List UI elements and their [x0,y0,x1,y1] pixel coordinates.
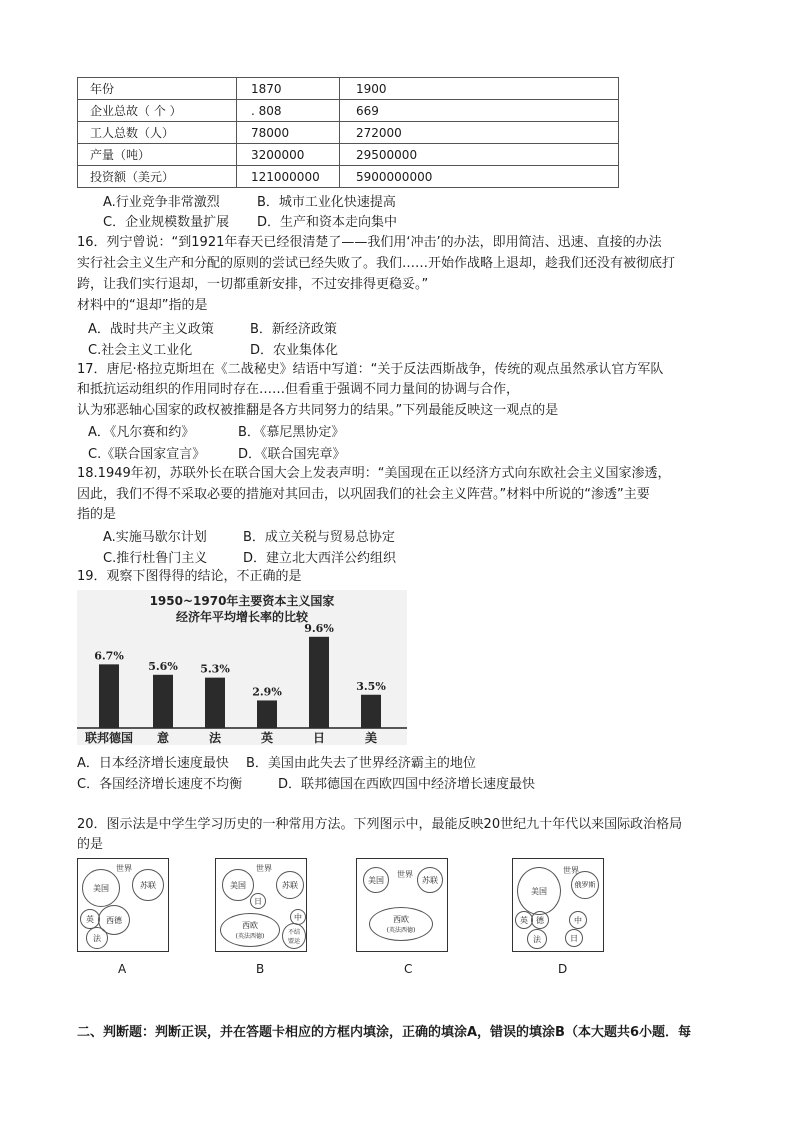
q17-stem-2: 和抵抗运动组织的作用同时存在……但看重于强调不同力量间的协调与合作， [77,382,520,397]
diagram-b-su: 苏联 [276,871,304,899]
diagram-a-fr: 法 [86,927,108,949]
diagram-d-jp: 日 [565,929,583,947]
chart-subtitle: 经济年平均增长率的比较 [175,610,309,624]
diagram-b-label: B [256,962,265,976]
chart-bar [257,700,277,728]
diagram-d-label: D [558,962,568,976]
q16-option-c: C.社会主义工业化 [88,343,193,358]
q15-option-a: A.行业竞争非常激烈 [103,195,220,210]
q17-option-d: D．《联合国宪章》 [238,447,346,462]
chart-value-label: 5.6% [148,659,178,673]
diagram-c [356,858,448,952]
q16-option-a: A．战时共产主义政策 [88,322,214,337]
data-table [77,77,619,188]
chart-value-label: 3.5% [356,679,386,693]
diagram-b [215,858,307,952]
diagram-d-us: 美国 [517,867,561,915]
chart-value-label: 5.3% [200,662,230,676]
table-cell: . 808 [237,100,340,122]
table-cell: 3200000 [237,144,340,166]
diagram-b-cn: 中 [290,909,306,925]
q17-stem-1: 17．唐尼·格拉克斯坦在《二战秘史》结语中写道：“关于反法西斯战争，传统的观点虽然承认官方军队 [77,362,664,377]
diagram-d-world: 世界 [563,866,579,875]
q15-option-b: B．城市工业化快速提高 [257,195,396,210]
table-cell: 272000 [340,122,619,144]
table-cell: 年份 [78,78,237,100]
section-2-heading: 二、判断题：判断正误，并在答题卡相应的方框内填涂，正确的填涂A，错误的填涂B（本大题共6小题．每 [77,1025,692,1040]
diagram-d-de: 德 [531,911,549,929]
diagram-d-fr: 法 [527,929,547,949]
table-row [78,122,619,144]
q18-stem-2: 因此，我们不得不采取必要的措施对其回击，以巩固我们的社会主义阵营。”材料中所说的“渗透”主要 [77,487,650,502]
table-cell: 669 [340,100,619,122]
table-cell: 产量（吨） [78,144,237,166]
table-cell: 投资额（美元） [78,166,237,188]
diagram-c-we: 西欧 (英法西德) [369,907,433,941]
diagram-c-us: 美国 [363,867,389,893]
q19-option-c: C．各国经济增长速度不均衡 [77,777,243,792]
table-cell: 29500000 [340,144,619,166]
q20-stem-1: 20．图示法是中学生学习历史的一种常用方法。下列图示中，最能反映20世纪九十年代以来国际政治格局 [77,817,683,832]
growth-bar-chart [77,590,407,745]
q17-option-b: B．《慕尼黑协定》 [238,425,345,440]
chart-value-label: 9.6% [304,621,334,635]
diagram-b-world: 世界 [256,864,272,873]
chart-value-label: 6.7% [94,649,124,663]
q18-stem-3: 指的是 [77,507,117,522]
q18-option-d: D．建立北大西洋公约组织 [243,551,397,566]
chart-category-label: 意 [156,731,170,745]
diagram-a-de: 西德 [98,905,130,935]
table-cell: 121000000 [237,166,340,188]
q15-option-d: D．生产和资本走向集中 [257,215,398,230]
q16-stem-2: 实行社会主义生产和分配的原则的尝试已经失败了。我们……开始作战略上退却，趁我们还没有被彻底打 [77,256,676,271]
q16-option-d: D．农业集体化 [250,343,339,358]
q19-option-b: B．美国由此失去了世界经济霸主的地位 [246,756,476,771]
diagram-c-world: 世界 [397,870,413,879]
q18-option-a: A.实施马歇尔计划 [103,530,207,545]
table-cell: 1900 [340,78,619,100]
chart-bar [361,695,381,728]
chart-value-label: 2.9% [252,685,282,699]
diagram-a-su: 苏联 [132,869,164,901]
chart-bar [205,678,225,728]
table-cell: 工人总数（人） [78,122,237,144]
diagram-a-world: 世界 [116,864,132,873]
table-cell: 企业总故（ 个 ） [78,100,237,122]
diagram-d [512,858,604,952]
diagram-b-nonaligned: 不结 盟运 [282,923,306,949]
diagram-b-we: 西欧 (英法西德) [220,913,280,947]
diagram-d-cn: 中 [569,911,587,929]
table-row [78,78,619,100]
diagram-a-uk: 英 [80,909,100,929]
chart-category-label: 联邦德国 [84,731,134,745]
diagram-b-jp: 日 [250,893,266,909]
q19-option-a: A．日本经济增长速度最快 [77,756,229,771]
q16-stem-1: 16．列宁曾说：“到1921年春天已经很清楚了——我们用‘冲击’的办法，即用简洁、迅速、直接的办法 [77,235,662,250]
chart-category-label: 法 [208,731,222,745]
q17-stem-3: 认为邪恶轴心国家的政权被推翻是各方共同努力的结果。”下列最能反映这一观点的是 [77,403,559,418]
q16-option-b: B．新经济政策 [250,322,337,337]
chart-category-label: 英 [260,731,274,745]
diagram-c-label: C [404,962,413,976]
chart-bar [153,675,173,728]
table-cell: 78000 [237,122,340,144]
q19-stem: 19．观察下图得得的结论，不正确的是 [77,569,302,584]
q19-option-d: D．联邦德国在西欧四国中经济增长速度最快 [278,777,536,792]
diagram-c-su: 苏联 [417,867,443,893]
table-row [78,144,619,166]
table-cell: 5900000000 [340,166,619,188]
diagram-a [77,858,169,952]
diagram-b-us: 美国 [222,869,254,901]
q16-stem-4: 材料中的“退却”指的是 [77,298,208,313]
diagram-a-label: A [118,962,127,976]
chart-bar [99,664,119,728]
chart-bar [309,637,329,728]
q16-stem-3: 跨，让我们实行退却，一切都重新安排，不过安排得更稳妥。” [77,277,429,292]
chart-category-label: 美 [364,731,378,745]
diagram-d-ru: 俄罗斯 [571,871,599,899]
q18-option-b: B．成立关税与贸易总协定 [243,530,395,545]
diagram-d-uk: 英 [515,911,533,929]
chart-title: 1950~1970年主要资本主义国家 [149,594,335,608]
table-cell: 1870 [237,78,340,100]
q17-option-c: C.《联合国家宣言》 [88,447,206,462]
table-row [78,166,619,188]
table-row [78,100,619,122]
q20-stem-2: 的是 [77,837,104,852]
q18-option-c: C.推行杜鲁门主义 [103,551,208,566]
chart-category-label: 日 [312,731,326,745]
q15-option-c: C．企业规模数量扩展 [103,215,230,230]
q18-stem-1: 18.1949年初，苏联外长在联合国大会上发表声明：“美国现在正以经济方式向东欧社会主义国家渗透， [77,466,671,481]
q17-option-a: A．《凡尔赛和约》 [88,425,195,440]
diagram-a-us: 美国 [82,869,120,907]
